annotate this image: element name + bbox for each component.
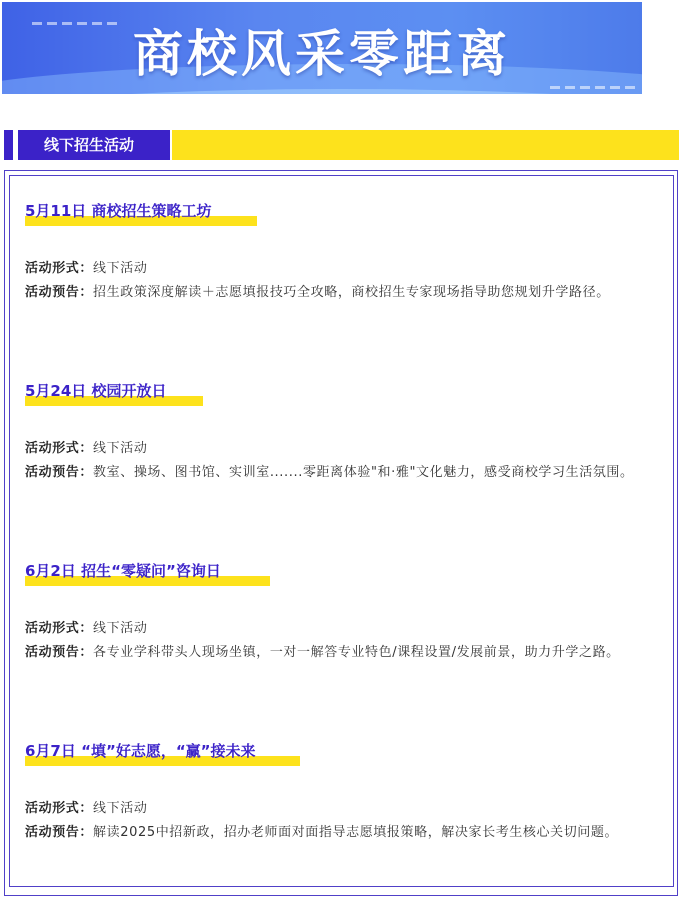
event-preview-value: 解读2025中招新政，招办老师面对面指导志愿填报策略，解决家长考生核心关切问题。 [93,825,619,840]
event-format [25,257,657,281]
event-preview-value: 招生政策深度解读＋志愿填报技巧全攻略，商校招生专家现场指导助您规划升学路径。 [93,285,610,300]
event-preview-value: 教室、操场、图书馆、实训室.......零距离体验"和·雅"文化魅力，感受商校学习生活氛围。 [93,465,634,480]
event-preview-label: 活动预告： [25,285,94,300]
section-title: 线下招生活动 [18,130,170,160]
event-title-text: 6月2日 招生“零疑问”咨询日 [25,562,221,580]
event-info [25,437,657,485]
event-format-label: 活动形式： [25,441,94,456]
event-format-value: 线下活动 [93,621,148,636]
event-preview [25,281,657,305]
event-info [25,797,657,845]
event-preview [25,461,657,485]
banner-title: 商校风采零距离 [133,25,511,83]
event-item [25,380,657,485]
event-item [25,560,657,665]
section-header [4,130,679,160]
event-format-label: 活动形式： [25,261,94,276]
event-item [25,200,657,305]
section-header-accent-bar [4,130,13,160]
event-title [25,200,212,226]
event-title-text: 6月7日 “填”好志愿，“赢”接未来 [25,742,256,760]
event-title-text: 5月11日 商校招生策略工坊 [25,202,212,220]
event-format [25,797,657,821]
event-title [25,380,167,406]
event-title [25,740,256,766]
event-format [25,617,657,641]
event-item [25,740,657,845]
section-header-yellow-bar [172,130,679,160]
event-title-text: 5月24日 校园开放日 [25,382,167,400]
event-preview-value: 各专业学科带头人现场坐镇，一对一解答专业特色/课程设置/发展前景，助力升学之路。 [93,645,620,660]
event-format-label: 活动形式： [25,621,94,636]
header-banner [2,2,642,94]
event-format-value: 线下活动 [93,261,148,276]
event-format [25,437,657,461]
event-info [25,257,657,305]
event-preview-label: 活动预告： [25,825,94,840]
event-format-label: 活动形式： [25,801,94,816]
event-preview [25,821,657,845]
event-preview [25,641,657,665]
event-info [25,617,657,665]
event-format-value: 线下活动 [93,441,148,456]
event-preview-label: 活动预告： [25,465,94,480]
event-preview-label: 活动预告： [25,645,94,660]
event-title [25,560,221,586]
event-format-value: 线下活动 [93,801,148,816]
